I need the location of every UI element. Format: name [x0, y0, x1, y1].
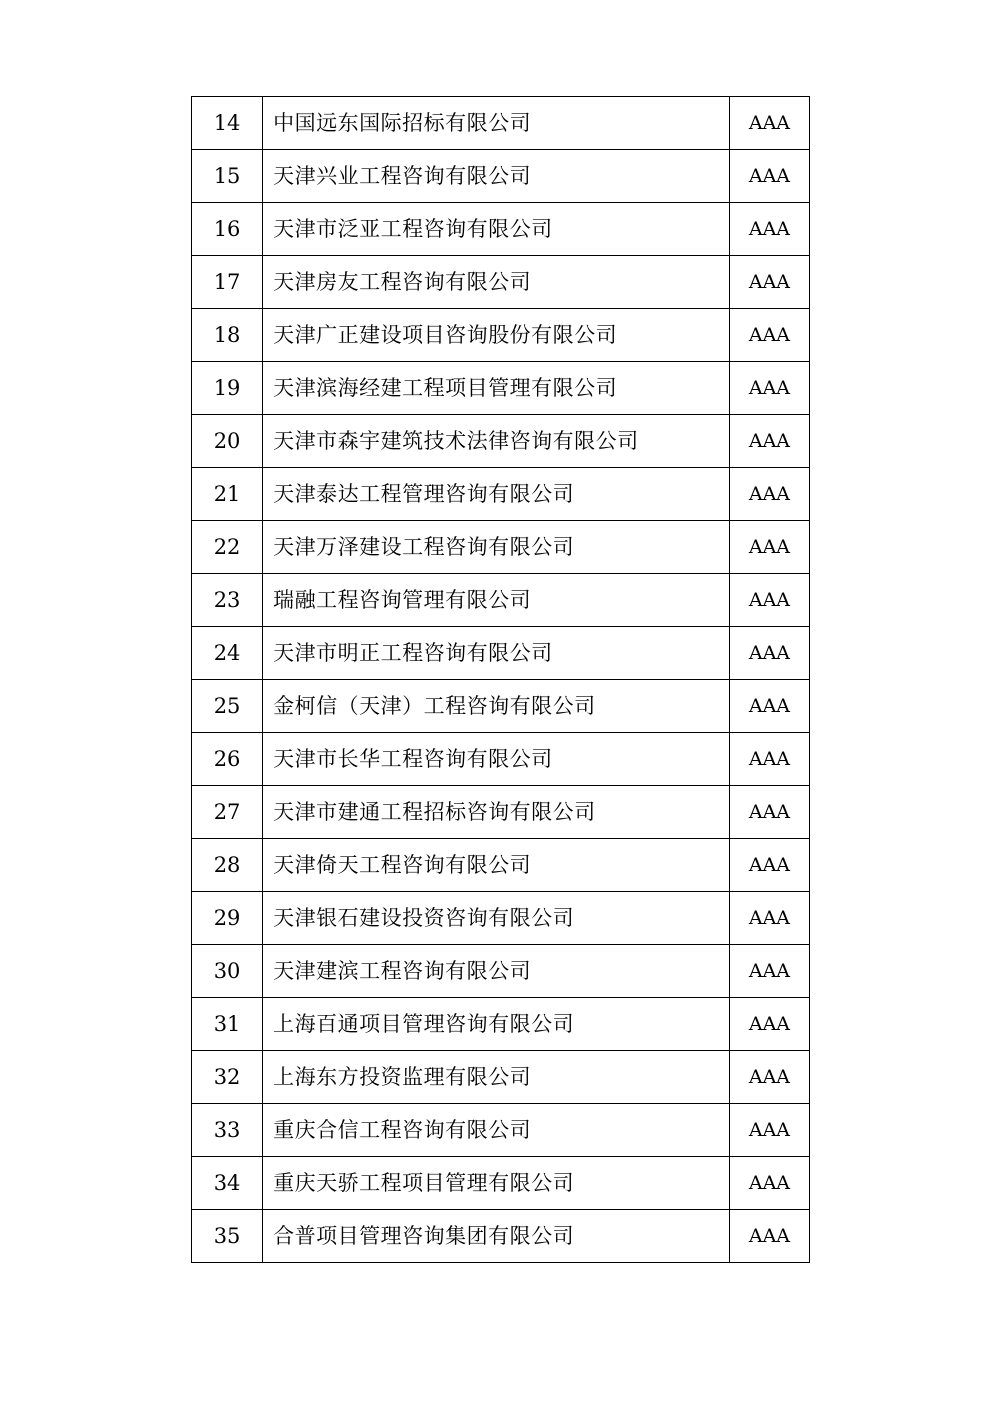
- credit-grade: AAA: [729, 1210, 809, 1263]
- credit-grade: AAA: [729, 415, 809, 468]
- company-name: 天津银石建设投资咨询有限公司: [263, 892, 730, 945]
- company-name: 天津广正建设项目咨询股份有限公司: [263, 309, 730, 362]
- row-number: 23: [192, 574, 263, 627]
- credit-grade: AAA: [729, 468, 809, 521]
- row-number: 33: [192, 1104, 263, 1157]
- table-row: [192, 892, 810, 945]
- credit-grade: AAA: [729, 574, 809, 627]
- credit-grade: AAA: [729, 945, 809, 998]
- row-number: 29: [192, 892, 263, 945]
- company-name: 天津滨海经建工程项目管理有限公司: [263, 362, 730, 415]
- row-number: 17: [192, 256, 263, 309]
- row-number: 27: [192, 786, 263, 839]
- table-row: [192, 309, 810, 362]
- company-name: 合普项目管理咨询集团有限公司: [263, 1210, 730, 1263]
- credit-grade: AAA: [729, 680, 809, 733]
- credit-grade: AAA: [729, 733, 809, 786]
- credit-grade: AAA: [729, 309, 809, 362]
- row-number: 14: [192, 97, 263, 150]
- company-name: 天津市建通工程招标咨询有限公司: [263, 786, 730, 839]
- table-body: [192, 97, 810, 1263]
- table-row: [192, 362, 810, 415]
- table-row: [192, 415, 810, 468]
- credit-grade: AAA: [729, 627, 809, 680]
- row-number: 34: [192, 1157, 263, 1210]
- credit-grade: AAA: [729, 256, 809, 309]
- table-row: [192, 1210, 810, 1263]
- table-row: [192, 203, 810, 256]
- row-number: 30: [192, 945, 263, 998]
- company-name: 瑞融工程咨询管理有限公司: [263, 574, 730, 627]
- credit-grade: AAA: [729, 203, 809, 256]
- row-number: 25: [192, 680, 263, 733]
- credit-grade: AAA: [729, 1157, 809, 1210]
- table-row: [192, 97, 810, 150]
- table-row: [192, 1157, 810, 1210]
- company-name: 上海百通项目管理咨询有限公司: [263, 998, 730, 1051]
- credit-grade: AAA: [729, 97, 809, 150]
- row-number: 15: [192, 150, 263, 203]
- row-number: 32: [192, 1051, 263, 1104]
- credit-grade: AAA: [729, 150, 809, 203]
- row-number: 28: [192, 839, 263, 892]
- company-name: 上海东方投资监理有限公司: [263, 1051, 730, 1104]
- company-name: 重庆合信工程咨询有限公司: [263, 1104, 730, 1157]
- table-row: [192, 733, 810, 786]
- credit-grade: AAA: [729, 786, 809, 839]
- table-row: [192, 680, 810, 733]
- row-number: 16: [192, 203, 263, 256]
- table-row: [192, 256, 810, 309]
- row-number: 24: [192, 627, 263, 680]
- row-number: 26: [192, 733, 263, 786]
- row-number: 19: [192, 362, 263, 415]
- table-row: [192, 839, 810, 892]
- company-name: 重庆天骄工程项目管理有限公司: [263, 1157, 730, 1210]
- table-row: [192, 574, 810, 627]
- table-row: [192, 521, 810, 574]
- company-name: 天津市泛亚工程咨询有限公司: [263, 203, 730, 256]
- table-row: [192, 1104, 810, 1157]
- credit-grade: AAA: [729, 521, 809, 574]
- credit-grade: AAA: [729, 892, 809, 945]
- company-name: 中国远东国际招标有限公司: [263, 97, 730, 150]
- table-row: [192, 627, 810, 680]
- credit-grade: AAA: [729, 839, 809, 892]
- row-number: 18: [192, 309, 263, 362]
- credit-rating-table: [191, 96, 810, 1263]
- company-name: 金柯信（天津）工程咨询有限公司: [263, 680, 730, 733]
- row-number: 21: [192, 468, 263, 521]
- credit-grade: AAA: [729, 362, 809, 415]
- table-row: [192, 998, 810, 1051]
- credit-grade: AAA: [729, 998, 809, 1051]
- table-row: [192, 468, 810, 521]
- company-name: 天津市森宇建筑技术法律咨询有限公司: [263, 415, 730, 468]
- row-number: 35: [192, 1210, 263, 1263]
- company-name: 天津泰达工程管理咨询有限公司: [263, 468, 730, 521]
- company-name: 天津房友工程咨询有限公司: [263, 256, 730, 309]
- credit-grade: AAA: [729, 1104, 809, 1157]
- company-name: 天津市长华工程咨询有限公司: [263, 733, 730, 786]
- table-row: [192, 945, 810, 998]
- table-row: [192, 150, 810, 203]
- table-row: [192, 786, 810, 839]
- table-row: [192, 1051, 810, 1104]
- company-name: 天津万泽建设工程咨询有限公司: [263, 521, 730, 574]
- credit-grade: AAA: [729, 1051, 809, 1104]
- company-name: 天津倚天工程咨询有限公司: [263, 839, 730, 892]
- row-number: 22: [192, 521, 263, 574]
- company-name: 天津建滨工程咨询有限公司: [263, 945, 730, 998]
- company-name: 天津市明正工程咨询有限公司: [263, 627, 730, 680]
- company-name: 天津兴业工程咨询有限公司: [263, 150, 730, 203]
- row-number: 31: [192, 998, 263, 1051]
- row-number: 20: [192, 415, 263, 468]
